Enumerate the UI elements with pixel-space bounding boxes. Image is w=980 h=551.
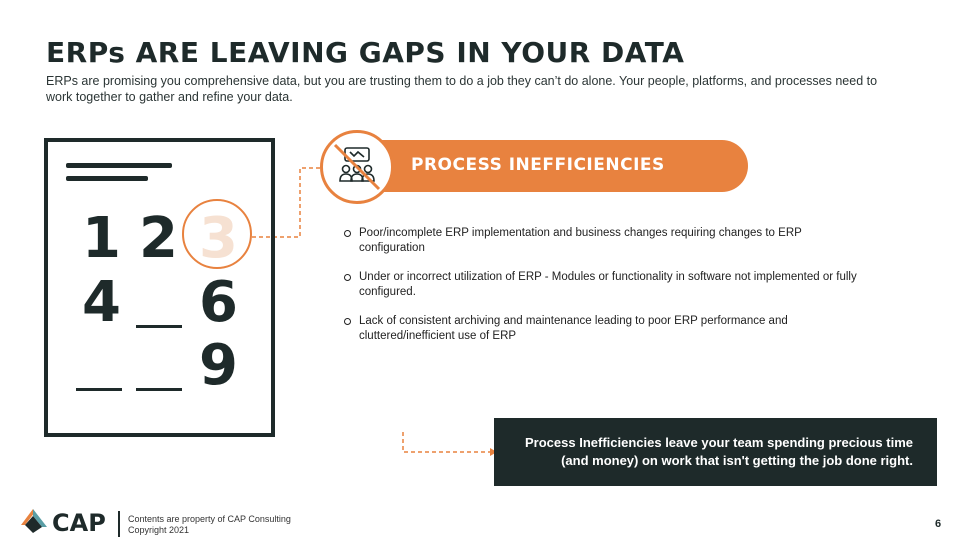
brand-name: CAP — [52, 509, 106, 537]
digit-1: 1 — [82, 206, 121, 271]
list-item: Poor/incomplete ERP implementation and business changes requiring changes to ERP configuration — [344, 226, 864, 256]
highlight-circle — [182, 199, 252, 269]
doc-line-2 — [66, 176, 148, 181]
digit-6: 6 — [199, 270, 238, 335]
list-item: Under or incorrect utilization of ERP - Modules or functionality in software not implemented or fully configured. — [344, 270, 864, 300]
footer-line-2: Copyright 2021 — [128, 525, 190, 535]
crossed-out-team-icon — [320, 130, 394, 204]
bullet-list — [344, 226, 864, 358]
page-number: 6 — [935, 518, 942, 530]
callout-line-2: (and money) on work that isn't getting the job done right. — [561, 453, 913, 468]
callout-box — [494, 418, 937, 486]
callout-line-1: Process Inefficiencies leave your team spending precious time — [525, 435, 913, 450]
digit-3-highlighted: 3 — [199, 206, 238, 271]
footer-divider — [118, 511, 120, 537]
slide-title: ERPs ARE LEAVING GAPS IN YOUR DATA — [46, 36, 685, 69]
footer-line-1: Contents are property of CAP Consulting — [128, 514, 291, 524]
section-heading: PROCESS INEFFICIENCIES — [411, 155, 665, 175]
doc-line-1 — [66, 163, 172, 168]
list-item: Lack of consistent archiving and maintenance leading to poor ERP performance and cluttered/inefficient use of ERP — [344, 314, 864, 344]
footer-copyright — [128, 514, 291, 536]
digit-4: 4 — [82, 270, 121, 335]
digit-9: 9 — [199, 333, 238, 398]
cap-logo-icon — [20, 507, 50, 535]
blank-line — [136, 325, 182, 328]
blank-line — [136, 388, 182, 391]
slide-subtitle: ERPs are promising you comprehensive data, but you are trusting them to do a job they can’t do alone. Your people, platforms, and processes need to work together to gather and refine your data. — [46, 74, 878, 104]
document-graphic — [44, 138, 275, 437]
digit-2: 2 — [139, 206, 178, 271]
blank-line — [76, 388, 122, 391]
